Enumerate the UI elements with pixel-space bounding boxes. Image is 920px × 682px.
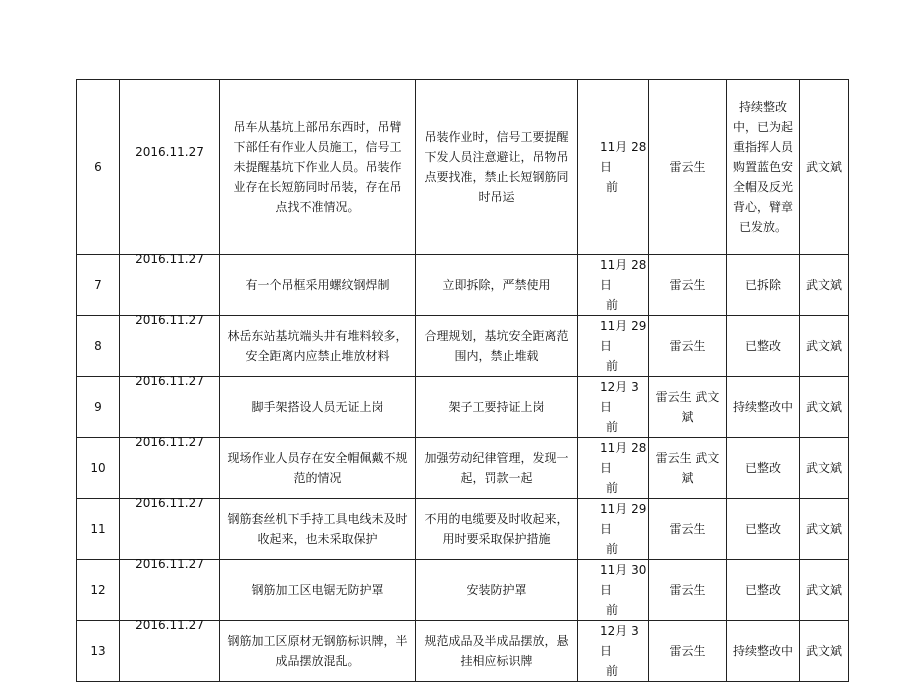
row-issue: 林岳东站基坑端头井有堆料较多，安全距离内应禁止堆放材料	[220, 316, 416, 377]
row-status: 持续整改中，已为起重指挥人员购置蓝色安全帽及反光背心，臂章已发放。	[727, 80, 800, 255]
table-row	[77, 499, 849, 560]
row-status: 已整改	[727, 438, 800, 499]
row-deadline: 11月 28日 前	[578, 438, 649, 499]
table-row	[77, 560, 849, 621]
row-number: 10	[77, 438, 120, 499]
row-measure: 架子工要持证上岗	[416, 377, 578, 438]
row-issue: 钢筋套丝机下手持工具电线未及时收起来，也未采取保护	[220, 499, 416, 560]
table-row	[77, 255, 849, 316]
row-date: 2016.11.27	[120, 499, 220, 560]
row-checker: 武文斌	[800, 621, 849, 682]
row-deadline: 12月 3日 前	[578, 377, 649, 438]
row-issue: 吊车从基坑上部吊东西时，吊臂下部任有作业人员施工，信号工未提醒基坑下作业人员。吊装作业存在长短筋同时吊装，存在吊点找不准情况。	[220, 80, 416, 255]
table-row	[77, 316, 849, 377]
row-checker: 武文斌	[800, 316, 849, 377]
table-body	[77, 80, 849, 682]
row-number: 12	[77, 560, 120, 621]
table-row	[77, 377, 849, 438]
row-responsible: 雷云生	[649, 255, 727, 316]
row-date: 2016.11.27	[120, 560, 220, 621]
row-date: 2016.11.27	[120, 255, 220, 316]
row-deadline: 11月 29日 前	[578, 316, 649, 377]
row-date: 2016.11.27	[120, 80, 220, 255]
row-responsible: 雷云生	[649, 621, 727, 682]
row-status: 持续整改中	[727, 621, 800, 682]
row-responsible: 雷云生	[649, 316, 727, 377]
row-status: 已整改	[727, 316, 800, 377]
row-deadline: 12月 3日 前	[578, 621, 649, 682]
row-measure: 立即拆除，严禁使用	[416, 255, 578, 316]
row-date: 2016.11.27	[120, 377, 220, 438]
row-number: 9	[77, 377, 120, 438]
row-number: 11	[77, 499, 120, 560]
row-measure: 安装防护罩	[416, 560, 578, 621]
row-responsible: 雷云生	[649, 80, 727, 255]
row-issue: 钢筋加工区电锯无防护罩	[220, 560, 416, 621]
row-responsible: 雷云生	[649, 499, 727, 560]
row-issue: 现场作业人员存在安全帽佩戴不规范的情况	[220, 438, 416, 499]
row-number: 6	[77, 80, 120, 255]
row-issue: 脚手架搭设人员无证上岗	[220, 377, 416, 438]
table-row	[77, 80, 849, 255]
row-measure: 规范成品及半成品摆放，悬挂相应标识牌	[416, 621, 578, 682]
row-responsible: 雷云生 武文斌	[649, 438, 727, 499]
row-status: 已整改	[727, 560, 800, 621]
row-deadline: 11月 30日 前	[578, 560, 649, 621]
row-date: 2016.11.27	[120, 316, 220, 377]
row-status: 已整改	[727, 499, 800, 560]
row-deadline: 11月 29日 前	[578, 499, 649, 560]
row-status: 已拆除	[727, 255, 800, 316]
row-measure: 加强劳动纪律管理，发现一起，罚款一起	[416, 438, 578, 499]
table-row	[77, 438, 849, 499]
row-checker: 武文斌	[800, 438, 849, 499]
row-checker: 武文斌	[800, 560, 849, 621]
row-checker: 武文斌	[800, 80, 849, 255]
rectification-table	[76, 79, 849, 682]
row-issue: 有一个吊框采用螺纹钢焊制	[220, 255, 416, 316]
row-number: 7	[77, 255, 120, 316]
row-number: 13	[77, 621, 120, 682]
row-deadline: 11月 28日 前	[578, 255, 649, 316]
row-number: 8	[77, 316, 120, 377]
row-measure: 合理规划，基坑安全距离范围内，禁止堆载	[416, 316, 578, 377]
row-status: 持续整改中	[727, 377, 800, 438]
row-checker: 武文斌	[800, 255, 849, 316]
row-responsible: 雷云生	[649, 560, 727, 621]
row-issue: 钢筋加工区原材无钢筋标识牌，半成品摆放混乱。	[220, 621, 416, 682]
row-measure: 不用的电缆要及时收起来，用时要采取保护措施	[416, 499, 578, 560]
table-row	[77, 621, 849, 682]
row-responsible: 雷云生 武文斌	[649, 377, 727, 438]
row-date: 2016.11.27	[120, 621, 220, 682]
row-measure: 吊装作业时，信号工要提醒下发人员注意避让，吊物吊点要找准，禁止长短钢筋同时吊运	[416, 80, 578, 255]
row-date: 2016.11.27	[120, 438, 220, 499]
row-checker: 武文斌	[800, 377, 849, 438]
row-deadline: 11月 28日 前	[578, 80, 649, 255]
row-checker: 武文斌	[800, 499, 849, 560]
